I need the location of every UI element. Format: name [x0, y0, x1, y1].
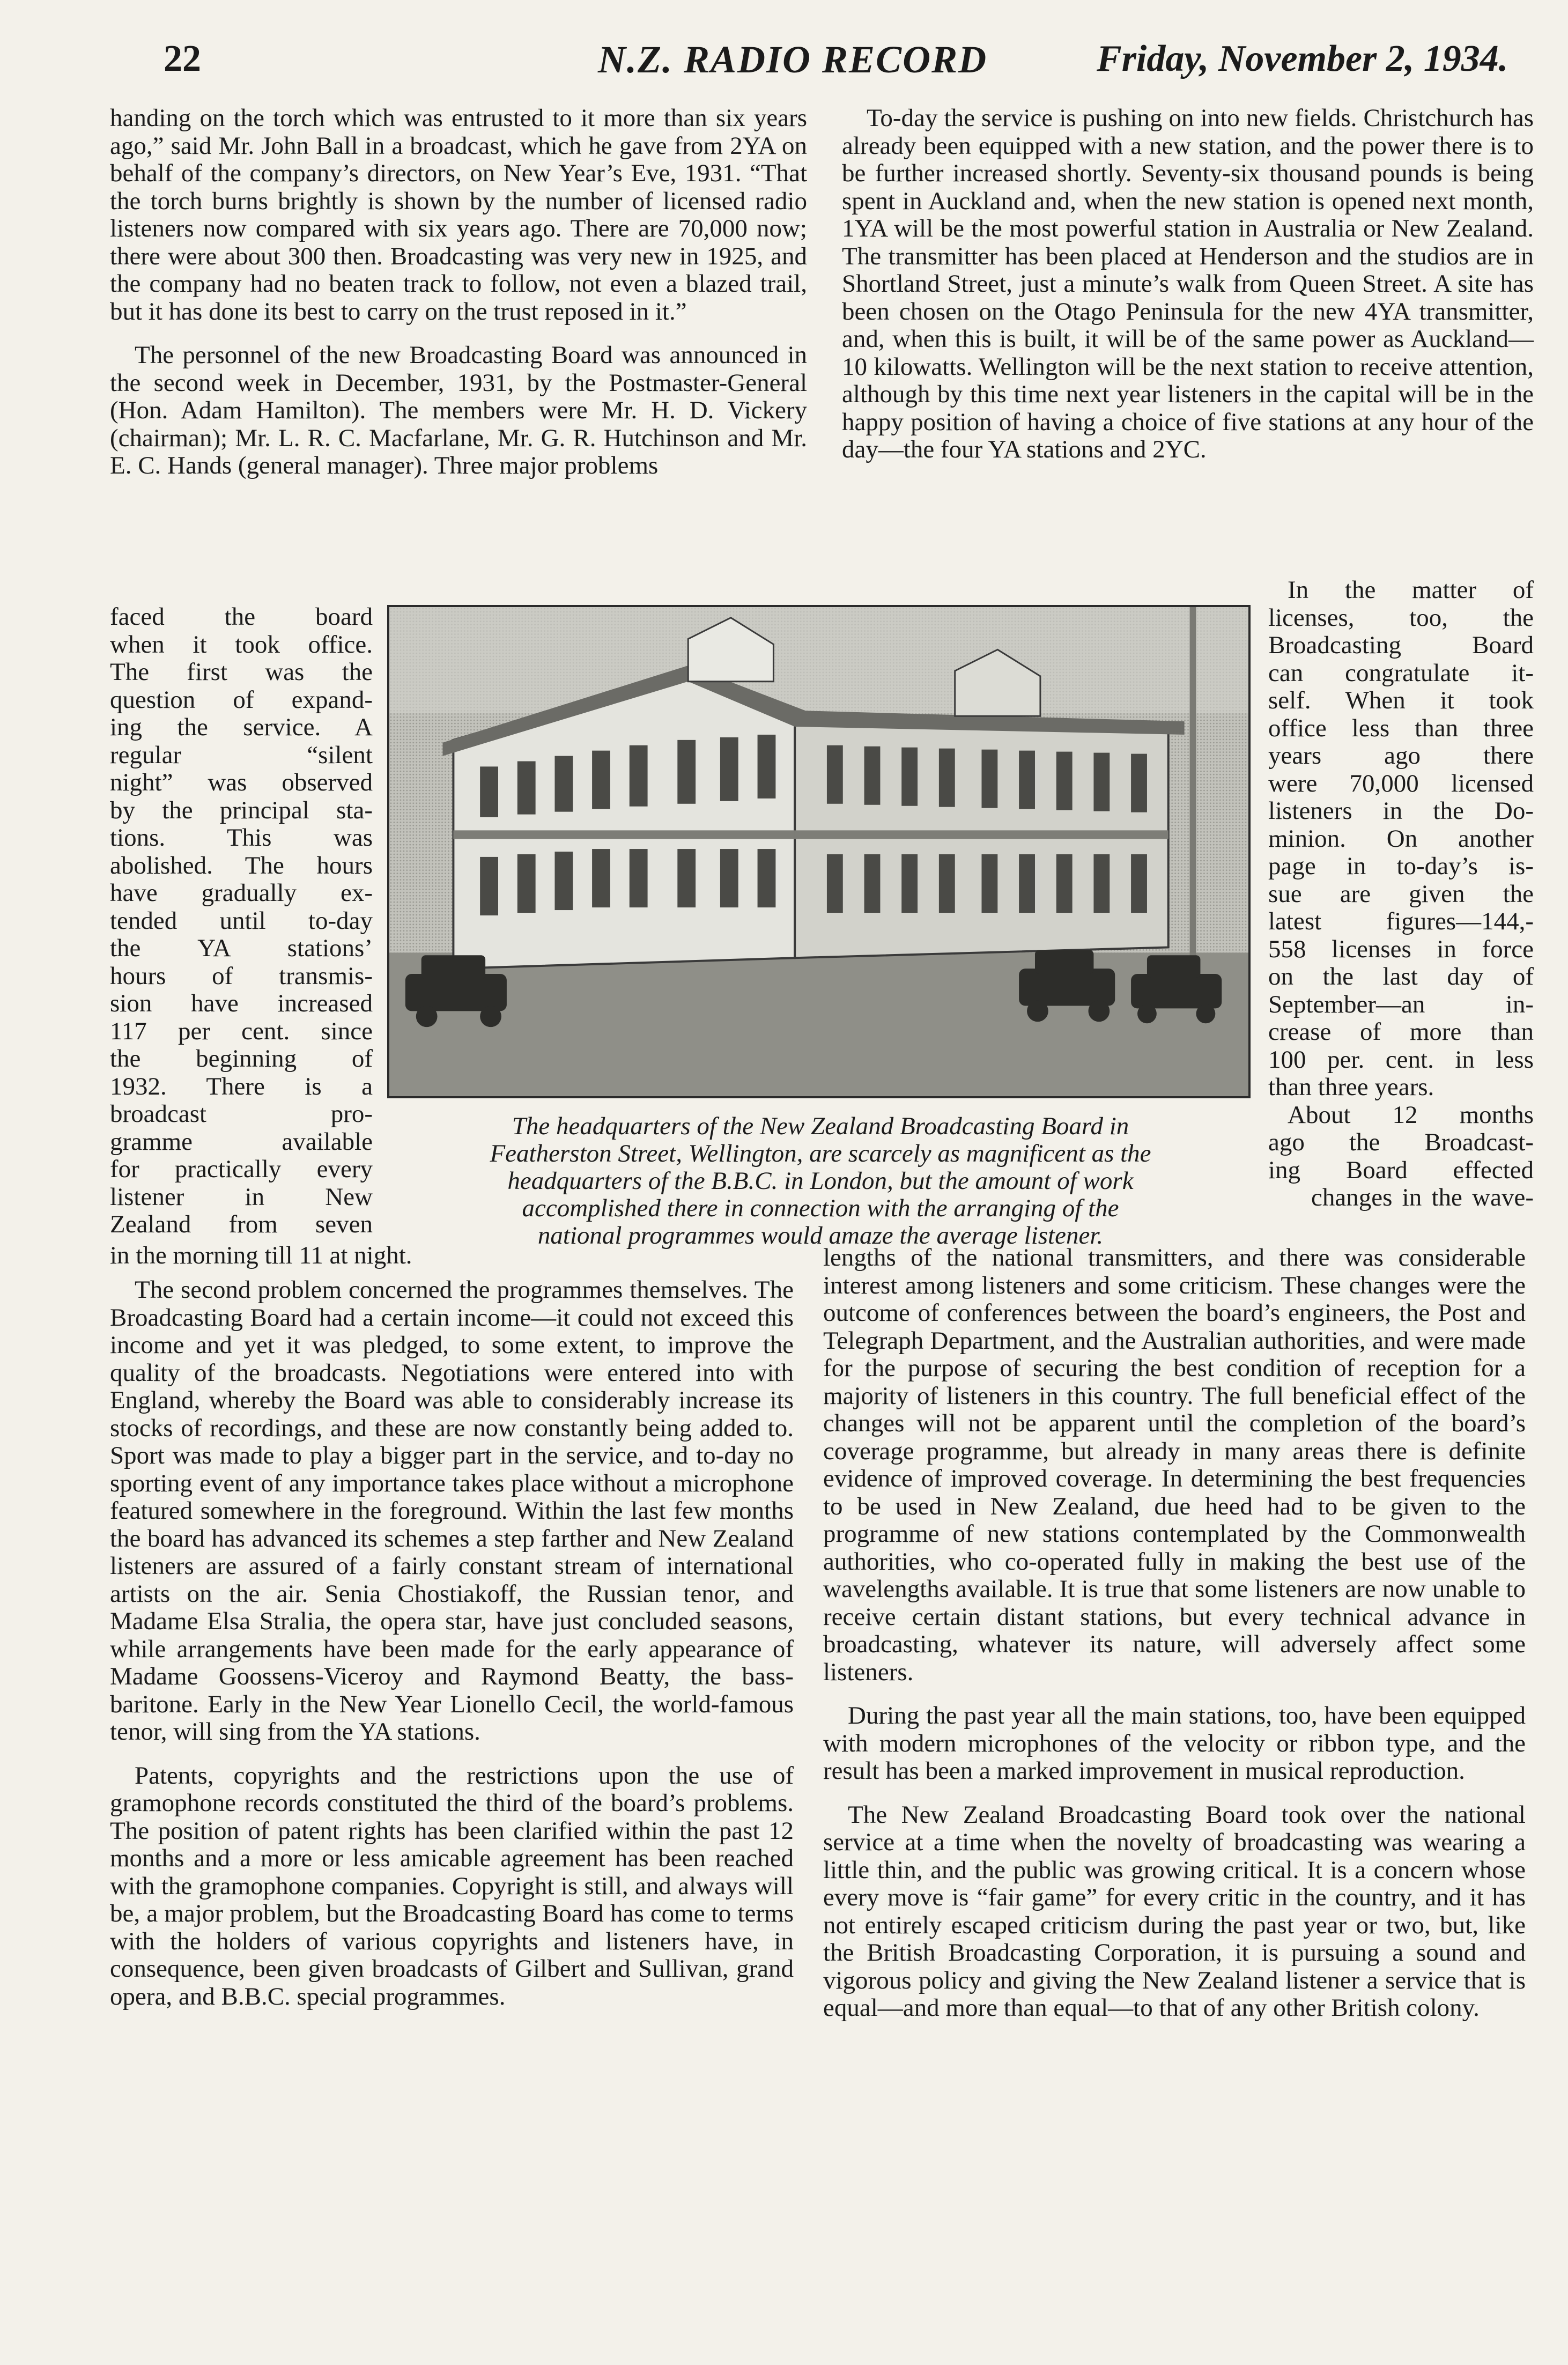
text-line: years ago there	[1268, 742, 1534, 770]
text-line: September—an in-	[1268, 990, 1534, 1018]
text-line: ing Board effected	[1268, 1156, 1534, 1184]
text-line: broadcast pro-	[110, 1100, 373, 1128]
paragraph: The New Zealand Broadcasting Board took over the national service at a time when the novelty of broadcasting was wearing a little thin, and the public was growing critical. It is a concern whose every move is “fair game” for every critic in the country, and it has not entirely escaped criticism during the past year or two, but, like the British Broadcasting Corporation, it is pursuing a sound and vigorous policy and giving the New Zealand listener a service that is equal—and more than equal—to that of any other British colony.	[823, 1800, 1526, 2022]
text-line: latest figures—144,-	[1268, 907, 1534, 935]
text-line: night” was observed	[110, 768, 373, 796]
text-line: About 12 months	[1288, 1100, 1534, 1129]
text-line: listener in New	[110, 1182, 373, 1211]
text-line: 100 per. cent. in less	[1268, 1045, 1534, 1074]
text-line: licenses, too, the	[1268, 603, 1534, 632]
text-line: Broadcasting Board	[1268, 631, 1534, 659]
caption-line: national programmes would amaze the average listener.	[537, 1222, 1104, 1250]
text-line: the YA stations’	[110, 934, 373, 962]
text-line: have gradually ex-	[110, 879, 373, 907]
text-line: In the matter of	[1288, 576, 1534, 604]
paragraph: Patents, copyrights and the restrictions upon the use of gramophone records constituted the third of the board’s problems. The position of patent rights has been clarified within the past 12 months and a more or less amicable agreement has been reached with the gramophone companies. Copyright is still, and always will be, a major problem, but the Broadcasting Board has come to terms with the holders of various copyrights and listeners have, in consequence, been given broadcasts of Gilbert and Sullivan, grand opera, and B.B.C. special programmes.	[110, 1761, 794, 2011]
headquarters-photo	[387, 605, 1251, 1098]
text-line: sion have increased	[110, 989, 373, 1017]
text-line: 117 per cent. since	[110, 1017, 373, 1045]
caption-line: accomplished there in connection with the arranging of the	[522, 1194, 1119, 1222]
paragraph: During the past year all the main stations, too, have been equipped with modern microphones of the velocity or ribbon type, and the result has been a marked improvement in musical reproduction.	[823, 1702, 1526, 1785]
caption-line: headquarters of the B.B.C. in London, but the amount of work	[507, 1167, 1134, 1195]
text-line: crease of more than	[1268, 1018, 1534, 1046]
text-line: sue are given the	[1268, 880, 1534, 908]
text-line: 1932. There is a	[110, 1072, 373, 1100]
text-line: when it took office.	[110, 630, 373, 659]
right-wrap-text	[1268, 577, 1534, 1212]
text-line: for practically every	[110, 1155, 373, 1183]
text-line: ing the service. A	[110, 713, 373, 741]
text-line: changes in the wave-	[1311, 1184, 1534, 1211]
text-line: minion. On another	[1268, 824, 1534, 853]
text-line: Zealand from seven	[110, 1210, 373, 1238]
right-column-bottom	[823, 1244, 1526, 2022]
right-column-top	[842, 105, 1534, 464]
left-column-top	[110, 105, 807, 480]
text-line: office less than three	[1268, 714, 1534, 742]
paragraph: To-day the service is pushing on into new fields. Christchurch has already been equipped with a new station, and the power there is to be further increased shortly. Seventy-six thousand pounds is being spent in Auckland and, when the new station is opened next month, 1YA will be the most powerful station in Australia or New Zealand. The transmitter has been placed at Henderson and the studios are in Shortland Street, just a minute’s walk from Queen Street. A site has been chosen on the Otago Peninsula for the new 4YA transmitter, and, when this is built, it will be of the same power as Auckland—10 kilowatts. Wellington will be the next station to receive attention, although by this time next year listeners in the capital will be in the happy position of having a choice of five stations at any hour of the day—the four YA stations and 2YC.	[842, 104, 1534, 463]
text-line: gramme available	[110, 1127, 373, 1156]
paragraph: lengths of the national transmitters, and there was considerable interest among listeners and some criticism. These changes were the outcome of conferences between the board’s engineers, the Post and Telegraph Department, and the Australian authorities, and were made for the purpose of securing the best condition of reception for a majority of listeners in this country. The full beneficial effect of the changes will not be apparent until the completion of the board’s coverage programme, but already in many areas there is definite evidence of improved coverage. In determining the best frequencies to be used in New Zealand, due heed had to be given to the programme of new stations contemplated by the Commonwealth authorities, who co-operated fully in making the best use of the wavelengths available. It is true that some listeners are now unable to receive certain distant stations, but every technical advance in broadcasting, whatever its nature, will adversely affect some listeners.	[823, 1244, 1526, 1686]
text-line: tended until to-day	[110, 906, 373, 935]
text-line: 558 licenses in force	[1268, 935, 1534, 963]
issue-date: Friday, November 2, 1934.	[1097, 38, 1508, 79]
left-wrap-tail: in the morning till 11 at night.	[110, 1241, 412, 1269]
text-line: can congratulate it-	[1268, 659, 1534, 687]
text-line: The first was the	[110, 658, 373, 686]
caption-line: The headquarters of the New Zealand Broadcasting Board in	[512, 1112, 1129, 1140]
text-line: than three years.	[1268, 1073, 1434, 1101]
text-line: abolished. The hours	[110, 851, 373, 880]
text-line: the beginning of	[110, 1045, 373, 1073]
caption-line: Featherston Street, Wellington, are scarcely as magnificent as the	[490, 1140, 1151, 1167]
photo-caption	[394, 1113, 1247, 1250]
text-line: by the principal sta-	[110, 796, 373, 824]
left-column-bottom	[110, 1276, 794, 2011]
text-line: on the last day of	[1268, 963, 1534, 991]
text-line: question of expand-	[110, 685, 373, 714]
paragraph: The second problem concerned the programmes themselves. The Broadcasting Board had a certain income—it could not exceed this income and yet it was pledged, to some extent, to improve the quality of the broadcasts. Negotiations were entered into with England, whereby the Board was able to considerably increase its stocks of recordings, and these are now constantly being added to. Sport was made to play a bigger part in the service, and to-day no sporting event of any importance takes place without a microphone featured somewhere in the foreground. Within the last few months the board has advanced its schemes a step farther and New Zealand listeners are assured of a fairly constant stream of international artists on the air. Senia Chostiakoff, the Russian tenor, and Madame Elsa Stralia, the opera star, have just concluded seasons, while arrangements have been made for the early appearance of Madame Goossens-Viceroy and Raymond Beatty, the bass-baritone. Early in the New Year Lionello Cecil, the world-famous tenor, will sing from the YA stations.	[110, 1276, 794, 1746]
text-line: tions. This was	[110, 824, 373, 852]
text-line: hours of transmis-	[110, 962, 373, 990]
text-line: were 70,000 licensed	[1268, 769, 1534, 797]
page-number: 22	[164, 38, 201, 79]
publication-title: N.Z. RADIO RECORD	[598, 38, 988, 81]
left-wrap-text	[110, 603, 373, 1239]
text-line: ago the Broadcast-	[1268, 1128, 1534, 1156]
text-line: regular “silent	[110, 741, 373, 769]
text-line: listeners in the Do-	[1268, 797, 1534, 825]
paragraph: The personnel of the new Broadcasting Board was announced in the second week in December, 1931, by the Postmaster-General (Hon. Adam Hamilton). The members were Mr. H. D. Vickery (chairman); Mr. L. R. C. Macfarlane, Mr. G. R. Hutchinson and Mr. E. C. Hands (general manager). Three major problems	[110, 341, 807, 479]
paragraph: handing on the torch which was entrusted to it more than six years ago,” said Mr. John Ball in a broadcast, which he gave from 2YA on behalf of the company’s directors, on New Year’s Eve, 1931. “That the torch burns brightly is shown by the number of licensed radio listeners now compared with six years ago. There are 70,000 now; there were about 300 then. Broadcasting was very new in 1925, and the company had no beaten track to follow, not even a blazed trail, but it has done its best to carry on the trust reposed in it.”	[110, 104, 807, 326]
text-line: self. When it took	[1268, 686, 1534, 714]
text-line: faced the board	[110, 603, 373, 631]
text-line: page in to-day’s is-	[1268, 852, 1534, 880]
